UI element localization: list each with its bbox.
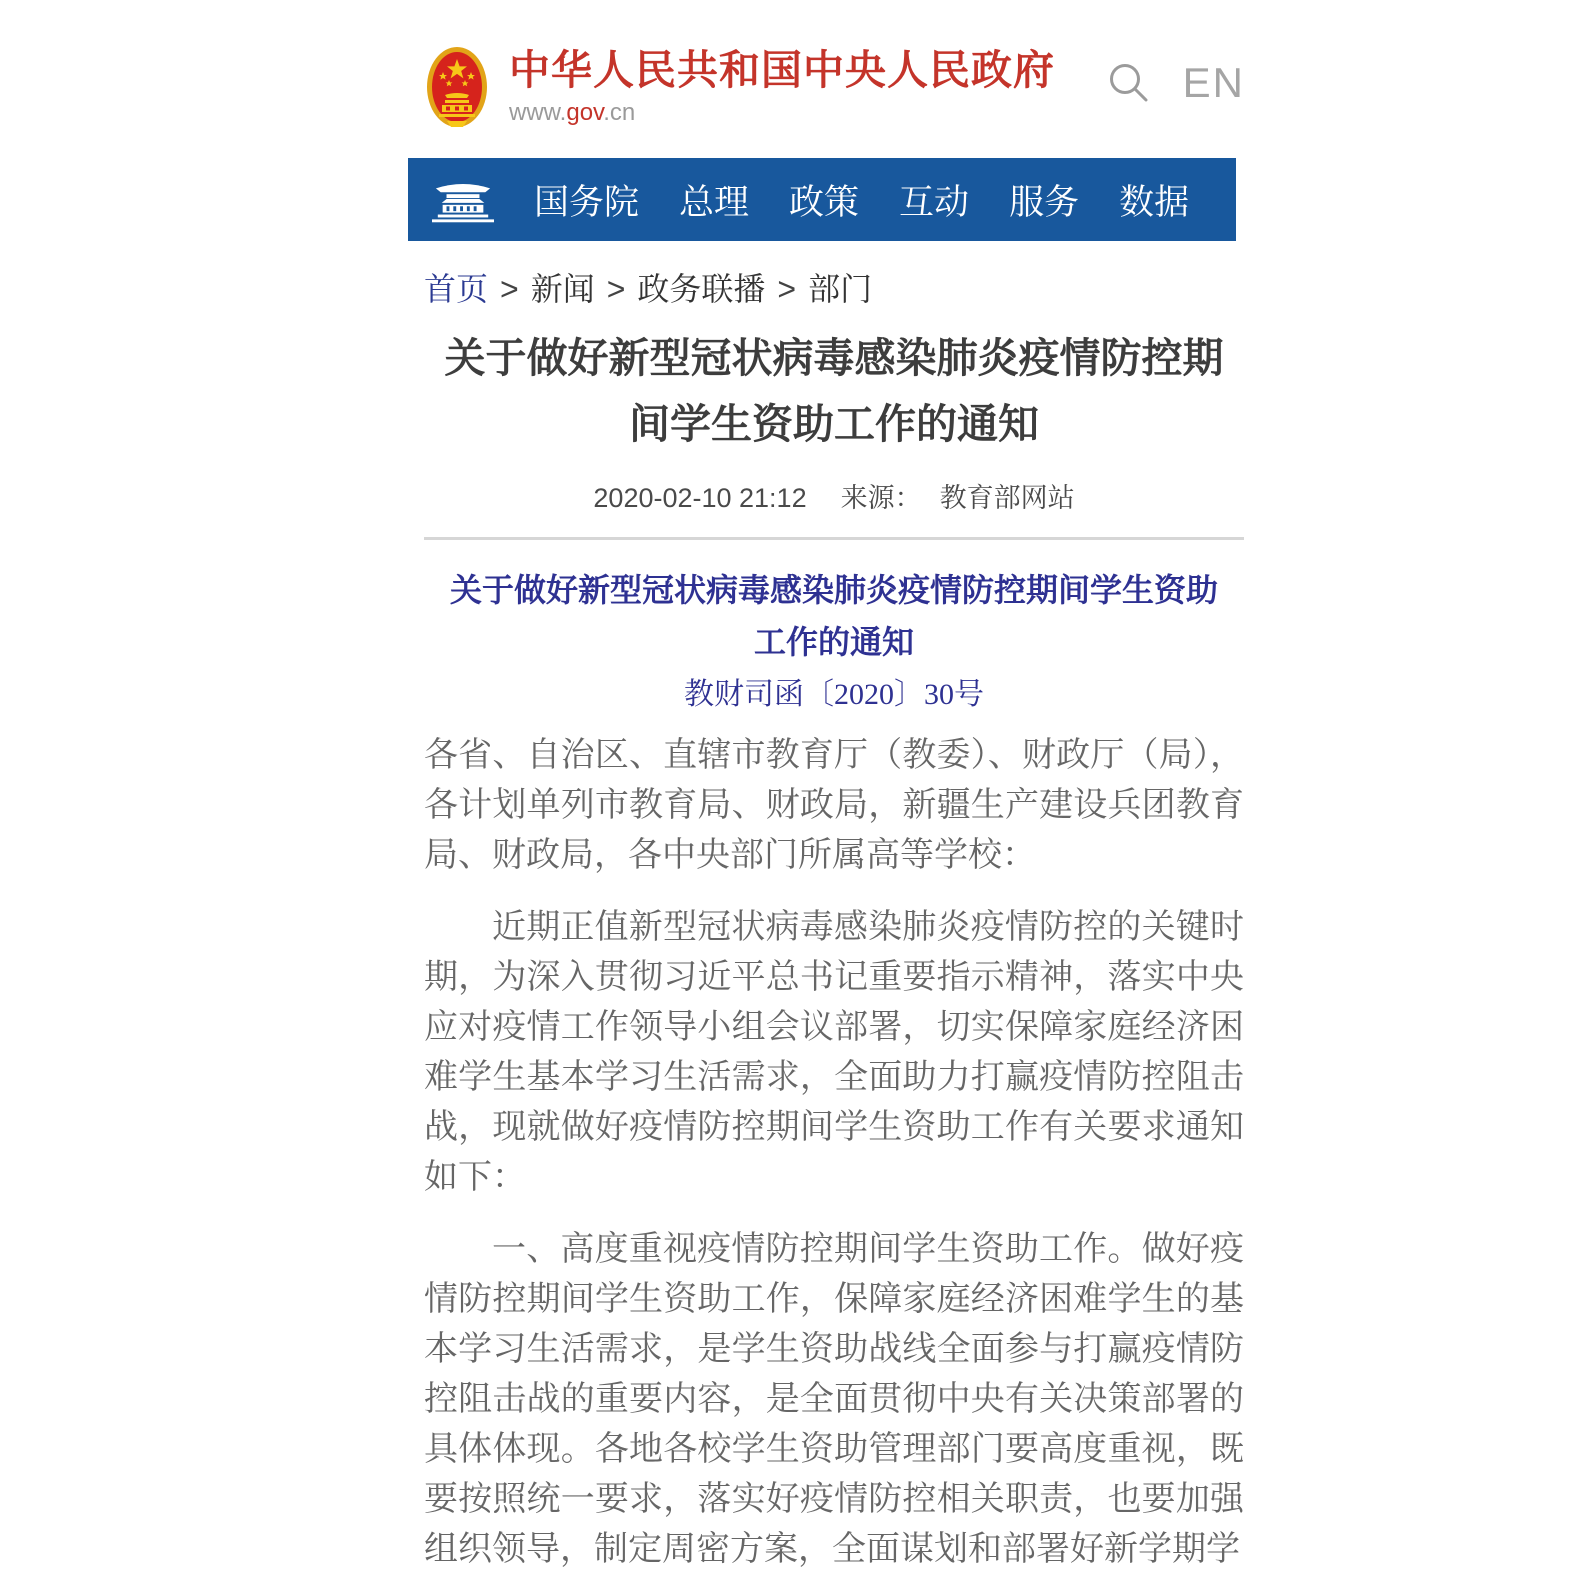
article-content — [424, 269, 1244, 1574]
url-gov: gov — [566, 99, 604, 126]
document-heading-line-1: 关于做好新型冠状病毒感染肺炎疫情防控期间学生资助 — [449, 572, 1218, 608]
header-actions — [1105, 45, 1245, 107]
breadcrumb-news[interactable]: 新闻 — [530, 271, 595, 307]
nav-item-interact[interactable]: 互动 — [899, 182, 970, 222]
document-heading — [444, 564, 1224, 668]
breadcrumb-home[interactable]: 首页 — [424, 271, 489, 307]
paragraph-addressees: 各省、自治区、直辖市教育厅（教委）、财政厅（局），各计划单列市教育局、财政局，新疆生产建设兵团教育局、财政局，各中央部门所属高等学校： — [424, 736, 1244, 874]
nav-item-state-council[interactable]: 国务院 — [534, 182, 640, 222]
page-title — [439, 325, 1229, 457]
nav-item-premier[interactable]: 总理 — [679, 182, 750, 222]
url-www: www. — [509, 99, 567, 126]
site-title: 中华人民共和国中央人民政府 — [509, 47, 1055, 93]
breadcrumb-separator: > — [500, 271, 519, 307]
nav-item-policy[interactable]: 政策 — [789, 182, 860, 222]
source-value: 教育部网站 — [939, 483, 1075, 513]
document-heading-line-2: 工作的通知 — [753, 624, 914, 660]
document-body — [424, 730, 1244, 1574]
site-header — [425, 0, 1245, 133]
article-meta — [424, 481, 1244, 515]
url-cn: .cn — [603, 99, 636, 126]
breadcrumb-gov-affairs[interactable]: 政务联播 — [637, 271, 766, 307]
national-emblem-icon[interactable] — [425, 45, 489, 133]
breadcrumb-separator: > — [606, 271, 626, 307]
meta-divider — [424, 537, 1244, 540]
search-icon[interactable] — [1105, 59, 1153, 107]
breadcrumb-departments[interactable]: 部门 — [808, 271, 873, 307]
breadcrumb-separator: > — [777, 271, 797, 307]
page-title-line-2: 间学生资助工作的通知 — [629, 401, 1039, 447]
page-title-line-1: 关于做好新型冠状病毒感染肺炎疫情防控期 — [444, 335, 1224, 381]
nav-gov-platform-badge[interactable]: 国 — [1249, 172, 1305, 228]
publish-date: 2020-02-10 21:12 — [593, 483, 807, 513]
paragraph-section-1: 一、高度重视疫情防控期间学生资助工作。做好疫情防控期间学生资助工作，保障家庭经济困难学生的基本学习生活需求，是学生资助战线全面参与打赢疫情防控阻击战的重要内容，是全面贯彻中央有关决策部署的具体体现。各地各校学生资助管理部门要高度重视，既要按照统一要求，落实好疫情防控相关职责，也要加强组织领导，制定周密方案，全面谋划和部署好新学期学 — [424, 1230, 1244, 1568]
nav-item-data[interactable]: 数据 — [1119, 182, 1190, 222]
tiananmen-icon[interactable] — [432, 177, 494, 223]
nav-item-services[interactable]: 服务 — [1009, 182, 1080, 222]
site-brand[interactable] — [509, 45, 1055, 128]
document-number: 教财司函〔2020〕30号 — [684, 678, 984, 711]
breadcrumb — [424, 269, 1244, 309]
main-navbar — [408, 158, 1294, 241]
language-toggle[interactable]: EN — [1182, 59, 1245, 106]
site-url — [509, 98, 1055, 128]
paragraph-intro: 近期正值新型冠状病毒感染肺炎疫情防控的关键时期，为深入贯彻习近平总书记重要指示精神，落实中央应对疫情工作领导小组会议部署，切实保障家庭经济困难学生基本学习生活需求，全面助力打赢疫情防控阻击战，现就做好疫情防控期间学生资助工作有关要求通知如下： — [424, 908, 1244, 1196]
source-label: 来源： — [840, 483, 922, 513]
